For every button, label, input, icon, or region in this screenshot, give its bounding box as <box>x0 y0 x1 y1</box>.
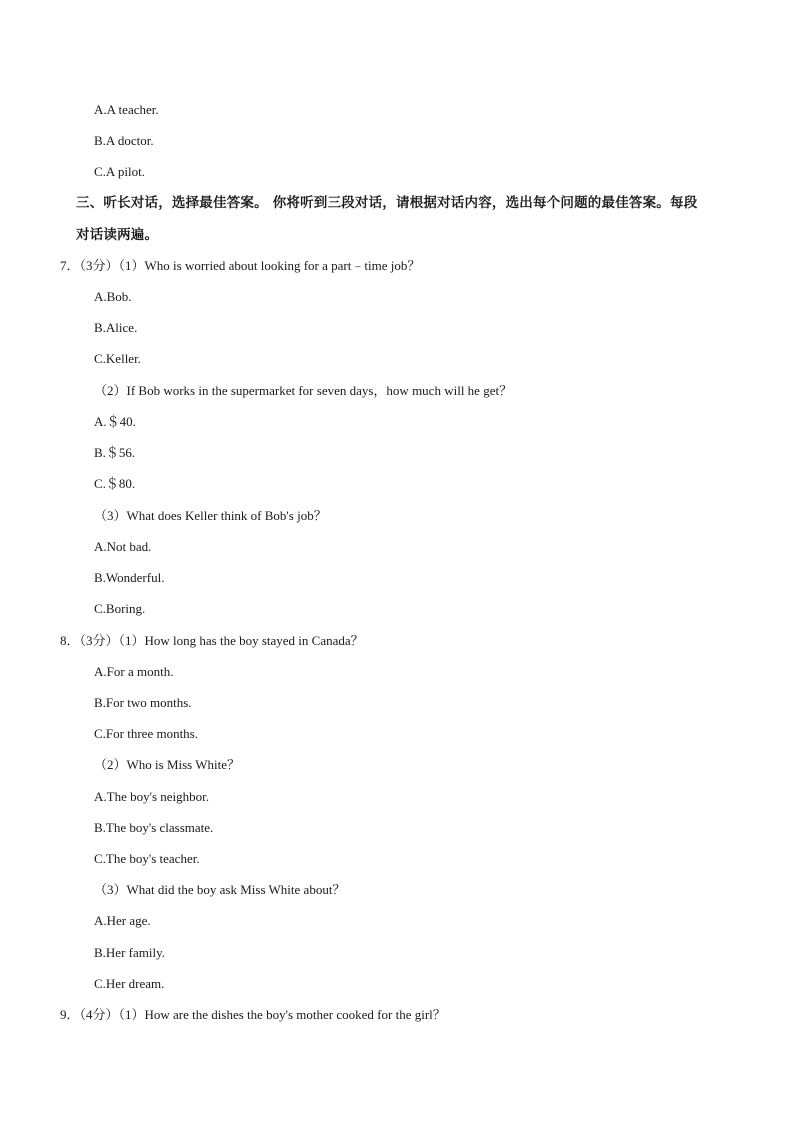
q8-p3-option-a: A.Her age. <box>94 913 151 928</box>
q8-p1-option-b: B.For two months. <box>94 695 192 710</box>
q7-part-2: （2）If Bob works in the supermarket for seven days，how much will he get？ <box>94 383 513 398</box>
q7-part-3: （3）What does Keller think of Bob's job？ <box>94 508 327 523</box>
q8-p2-option-c: C.The boy's teacher. <box>94 851 200 866</box>
q7-p2-option-c: C.＄80. <box>94 476 136 491</box>
question-9-stem: 9．（4分）（1）How are the dishes the boy's mother cooked for the girl？ <box>60 1007 446 1022</box>
option-b: B.A doctor. <box>94 133 154 148</box>
q8-p3-option-b: B.Her family. <box>94 945 165 960</box>
q8-p2-option-a: A.The boy's neighbor. <box>94 789 209 804</box>
q8-p1-option-a: A.For a month. <box>94 664 174 679</box>
question-8-stem: 8．（3分）（1）How long has the boy stayed in Canada？ <box>60 633 364 648</box>
q7-p1-option-c: C.Keller. <box>94 351 141 366</box>
q7-p3-option-a: A.Not bad. <box>94 539 152 554</box>
q8-part-2: （2）Who is Miss White？ <box>94 757 241 772</box>
question-7-stem: 7．（3分）（1）Who is worried about looking for a part﹣time job？ <box>60 258 421 273</box>
q7-p1-option-b: B.Alice. <box>94 320 138 335</box>
q8-p3-option-c: C.Her dream. <box>94 976 165 991</box>
q7-p2-option-a: A.＄40. <box>94 414 136 429</box>
option-a: A.A teacher. <box>94 102 159 117</box>
section-heading: 三、听长对话，选择最佳答案。 你将听到三段对话，请根据对话内容，选出每个问题的最佳答案。每段 <box>76 195 698 211</box>
q8-part-3: （3）What did the boy ask Miss White about？ <box>94 882 346 897</box>
q7-p3-option-b: B.Wonderful. <box>94 570 165 585</box>
q8-p2-option-b: B.The boy's classmate. <box>94 820 214 835</box>
q7-p2-option-b: B.＄56. <box>94 445 136 460</box>
option-c: C.A pilot. <box>94 164 145 179</box>
q7-p1-option-a: A.Bob. <box>94 289 132 304</box>
q8-p1-option-c: C.For three months. <box>94 726 198 741</box>
q7-p3-option-c: C.Boring. <box>94 601 146 616</box>
section-heading-cont: 对话读两遍。 <box>76 227 159 243</box>
